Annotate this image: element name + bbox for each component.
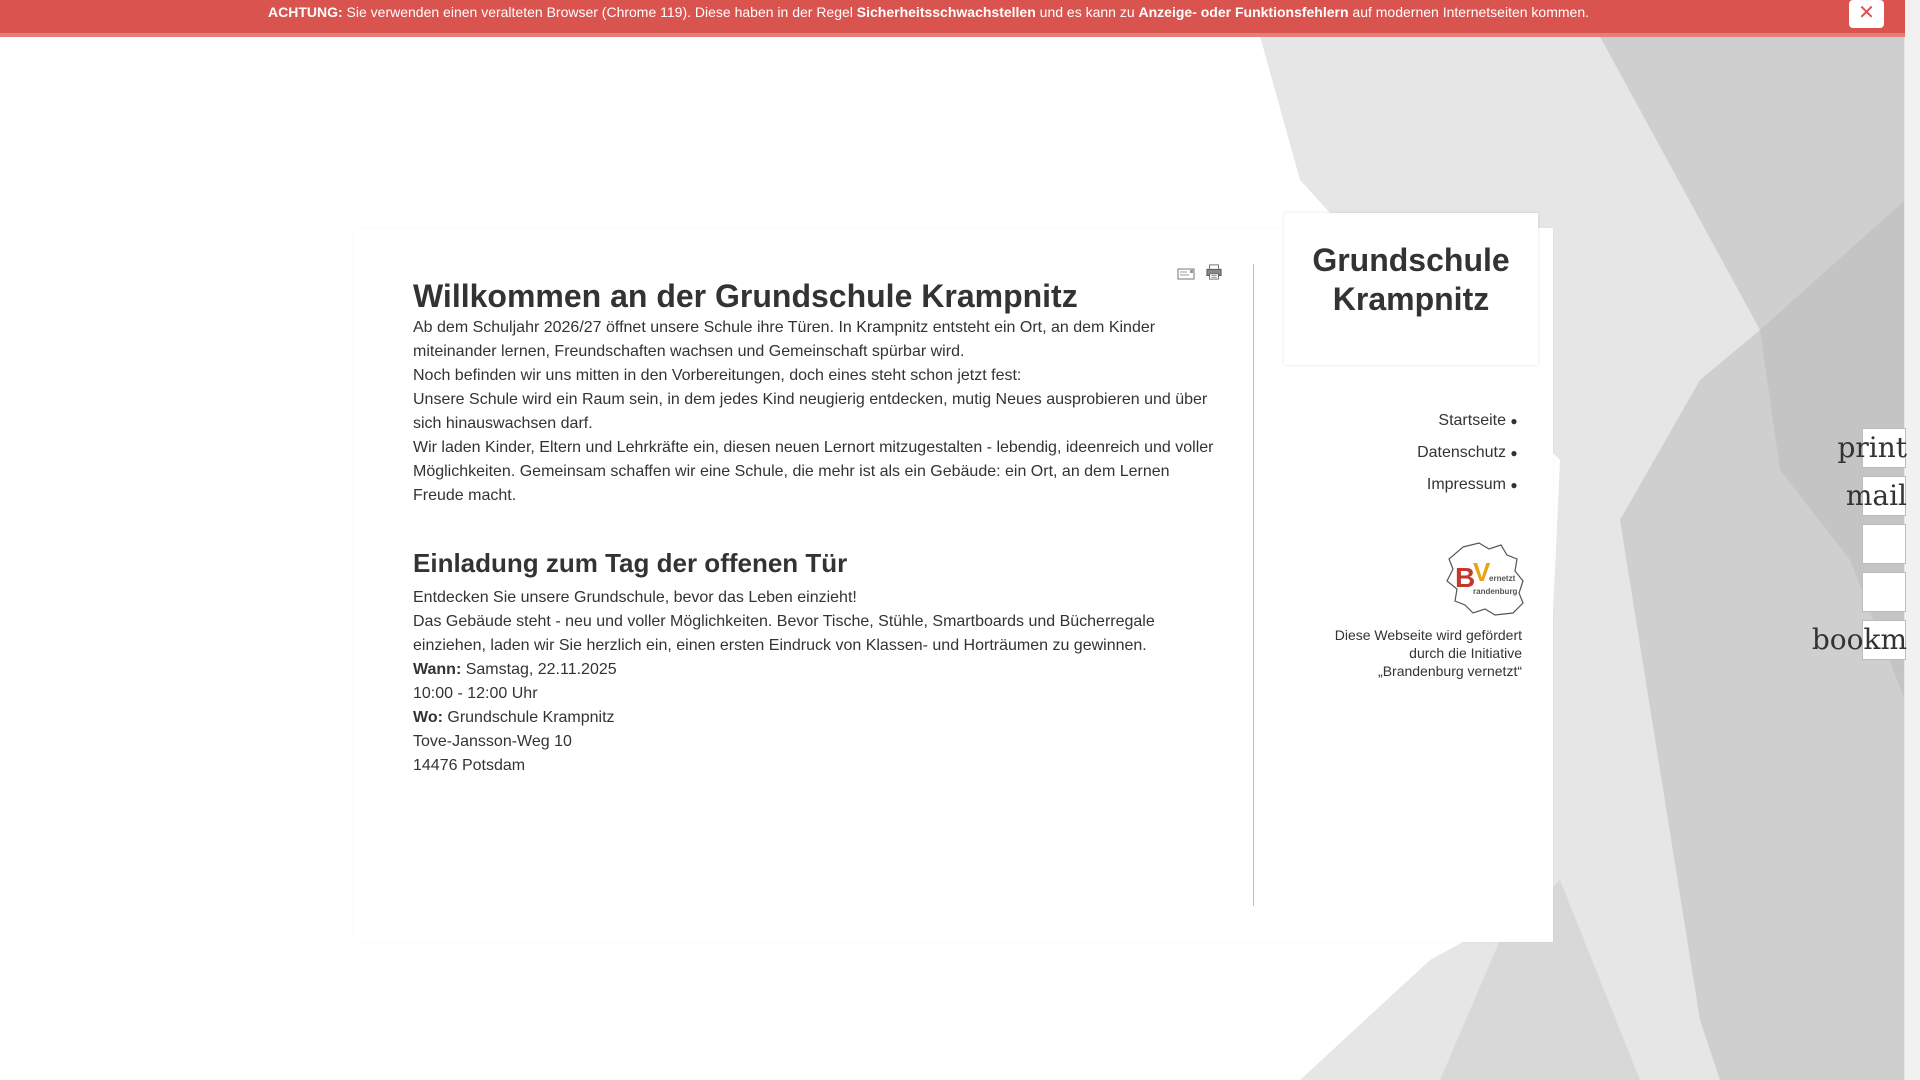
- share-bookmark-button[interactable]: bookm: [1862, 620, 1906, 660]
- share-button-3[interactable]: [1862, 524, 1906, 564]
- svg-text:randenburg: randenburg: [1473, 587, 1518, 596]
- browser-warning-text: ACHTUNG: Sie verwenden einen veralteten Browser (Chrome 119). Diese haben in der Regel Sicherheitsschwachstellen und es kann zu Anzeige- oder Funktionsfehlern auf modernen Internetseiten kommen.: [268, 4, 1589, 20]
- sponsor-note: Diese Webseite wird gefördert durch die Initiative „Brandenburg vernetzt“: [1334, 627, 1522, 679]
- vertical-scrollbar[interactable]: [1904, 0, 1920, 1080]
- event-where: Wo: Grundschule Krampnitz: [413, 709, 615, 726]
- intro-paragraph: Ab dem Schuljahr 2026/27 öffnet unsere Schule ihre Türen. In Krampnitz entsteht ein Ort, an dem Kinder miteinander lernen, Freundschaften wachsen und Gemeinschaft spürbar wird.: [413, 319, 1156, 360]
- nav-item-impressum[interactable]: [1350, 472, 1522, 504]
- browser-warning-banner: [0, 0, 1905, 37]
- event-street: Tove-Jansson-Weg 10: [413, 733, 572, 750]
- brandenburg-vernetzt-logo[interactable]: [1445, 541, 1524, 616]
- school-name-box: [1284, 213, 1538, 365]
- article-content: [413, 260, 1218, 778]
- svg-text:V: V: [1473, 557, 1491, 587]
- event-time: 10:00 - 12:00 Uhr: [413, 685, 538, 702]
- bullet-icon: ●: [1510, 478, 1518, 492]
- svg-text:B: B: [1455, 562, 1476, 593]
- close-icon: ✕: [1858, 2, 1875, 24]
- svg-text:ernetzt: ernetzt: [1489, 574, 1516, 583]
- event-line-2: Das Gebäude steht - neu und voller Möglichkeiten. Bevor Tische, Stühle, Smartboards und Bücherregale einziehen, laden wir Sie herzlich ein, einen ersten Eindruck von Klassen- und Horträumen zu gewinnen.: [413, 613, 1155, 654]
- nav-link-startseite[interactable]: Startseite: [1438, 412, 1506, 429]
- invitation-paragraph: Wir laden Kinder, Eltern und Lehrkräfte ein, diesen neuen Lernort mitzugestalten - lebendig, ideenreich und voller Möglichkeiten. Gemeinsam schaffen wir eine Schule, die mehr ist als ein Gebäude: ein Ort, an dem Lernen Freude macht.: [413, 439, 1214, 504]
- school-name: Grundschule Krampnitz: [1312, 242, 1510, 317]
- preparation-line-1: Noch befinden wir uns mitten in den Vorbereitungen, doch eines steht schon jetzt fest:: [413, 367, 1022, 384]
- share-button-4[interactable]: [1862, 572, 1906, 612]
- preparation-line-2: Unsere Schule wird ein Raum sein, in dem jedes Kind neugierig entdecken, mutig Neues ausprobieren und über sich hinauswachsen darf.: [413, 391, 1208, 432]
- nav-link-impressum[interactable]: Impressum: [1426, 476, 1506, 493]
- event-line-1: Entdecken Sie unsere Grundschule, bevor das Leben einzieht!: [413, 589, 857, 606]
- sidebar-navigation: [1350, 408, 1522, 504]
- event-when: Wann: Samstag, 22.11.2025: [413, 661, 617, 678]
- share-print-button[interactable]: print: [1862, 428, 1906, 468]
- nav-item-startseite[interactable]: [1350, 408, 1522, 440]
- page-title: Willkommen an der Grundschule Krampnitz: [413, 278, 1078, 314]
- bullet-icon: ●: [1510, 414, 1518, 428]
- nav-item-datenschutz[interactable]: [1350, 440, 1522, 472]
- close-banner-button[interactable]: [1849, 0, 1884, 28]
- share-mail-button[interactable]: mail: [1862, 476, 1906, 516]
- event-city: 14476 Potsdam: [413, 757, 526, 774]
- nav-link-datenschutz[interactable]: Datenschutz: [1417, 444, 1506, 461]
- content-divider: [1253, 264, 1254, 906]
- bullet-icon: ●: [1510, 446, 1518, 460]
- event-heading: Einladung zum Tag der offenen Tür: [413, 548, 848, 578]
